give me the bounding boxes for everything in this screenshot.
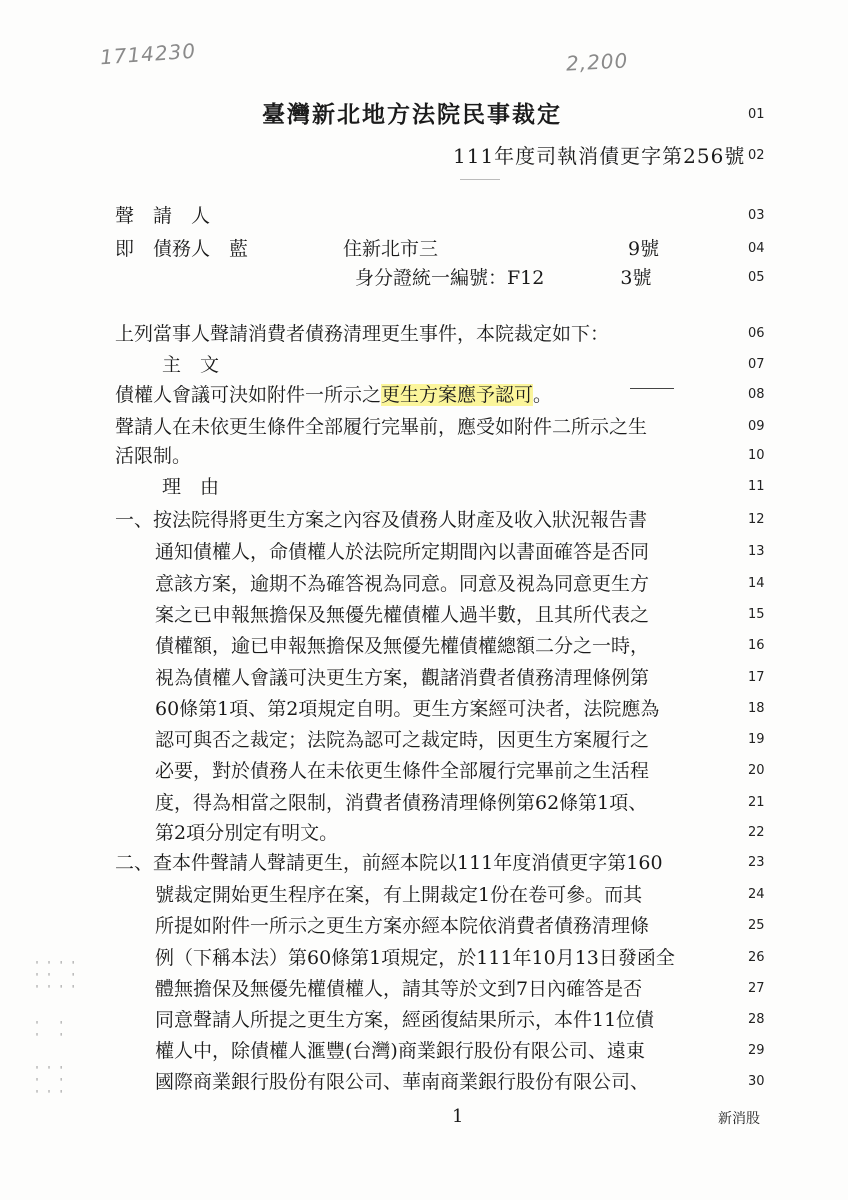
line-24 xyxy=(0,878,848,912)
department-label: 新消股 xyxy=(718,1111,760,1127)
punch-hole-marks-bottom: ' ' ' ' ' ' ' ' xyxy=(34,1065,65,1100)
line-text xyxy=(155,1034,645,1068)
line-20 xyxy=(0,754,848,788)
line-18 xyxy=(0,692,848,726)
line-text xyxy=(115,846,663,880)
line-number: 28 xyxy=(748,1012,765,1027)
line-14 xyxy=(0,567,848,601)
line-number: 22 xyxy=(748,825,765,840)
line-number: 04 xyxy=(748,241,765,256)
line-13 xyxy=(0,535,848,569)
line-text-main: 第2項分別定有明文。 xyxy=(155,822,339,844)
line-text-main: 債權人會議可決如附件一所示之 xyxy=(115,384,382,406)
line-number: 15 xyxy=(748,607,765,622)
line-text-main: 案之已申報無擔保及無優先權債權人過半數，且其所代表之 xyxy=(155,604,650,626)
line-text xyxy=(155,535,649,569)
line-text xyxy=(115,503,647,537)
line-text xyxy=(355,261,651,295)
line-number: 08 xyxy=(748,387,765,402)
line-01 xyxy=(0,98,848,132)
line-number: 06 xyxy=(748,326,765,341)
line-number: 27 xyxy=(748,981,765,996)
line-number: 17 xyxy=(748,670,765,685)
line-30 xyxy=(0,1065,848,1099)
line-text xyxy=(155,598,649,632)
line-28 xyxy=(0,1003,848,1037)
line-29 xyxy=(0,1034,848,1068)
line-text xyxy=(155,786,647,820)
handwritten-note-right: 2,200 xyxy=(565,48,629,76)
line-text-main: 二、查本件聲請人聲請更生，前經本院以111年度消債更字第160 xyxy=(115,852,663,874)
line-number: 20 xyxy=(748,763,765,778)
line-text xyxy=(162,348,219,382)
line-text xyxy=(155,972,642,1006)
divider-line xyxy=(460,179,500,180)
line-08 xyxy=(0,378,848,412)
line-number: 16 xyxy=(748,638,765,653)
line-number: 23 xyxy=(748,855,765,870)
line-05 xyxy=(0,261,848,295)
line-text xyxy=(155,629,649,663)
line-12 xyxy=(0,503,848,537)
line-text-main: 臺灣新北地方法院民事裁定 xyxy=(262,101,562,128)
page-number: 1 xyxy=(452,1106,464,1127)
line-text xyxy=(155,692,659,726)
line-text-main: 號裁定開始更生程序在案，有上開裁定1份在卷可參。而其 xyxy=(155,884,643,906)
line-03 xyxy=(0,199,848,233)
line-text xyxy=(155,661,649,695)
line-number: 24 xyxy=(748,887,765,902)
line-number: 10 xyxy=(748,448,765,463)
line-text-main: 權人中，除債權人滙豐(台灣)商業銀行股份有限公司、遠東 xyxy=(155,1040,645,1062)
line-text-main: 聲 請 人 xyxy=(115,205,211,227)
line-text xyxy=(453,139,745,173)
line-number: 09 xyxy=(748,419,765,434)
line-number: 25 xyxy=(748,918,765,933)
line-text-main: 聲請人在未依更生條件全部履行完畢前，應受如附件二所示之生 xyxy=(115,416,648,438)
handwritten-note-left: 1714230 xyxy=(99,38,197,70)
line-27 xyxy=(0,972,848,1006)
line-text-main: 所提如附件一所示之更生方案亦經本院依消費者債務清理條 xyxy=(155,915,650,937)
line-17 xyxy=(0,661,848,695)
line-text xyxy=(115,378,552,412)
line-text-main: 身分證統一編號：F12 3號 xyxy=(355,267,652,289)
line-text xyxy=(155,723,649,757)
line-number: 29 xyxy=(748,1043,765,1058)
line-text-main: 一、按法院得將更生方案之內容及債務人財產及收入狀況報告書 xyxy=(115,509,648,531)
line-text-main: 債權額，逾已申報無擔保及無優先權債權總額二分之一時， xyxy=(155,635,650,657)
line-text-main: 上列當事人聲請消費者債務清理更生事件，本院裁定如下： xyxy=(115,323,610,345)
line-number: 13 xyxy=(748,544,765,559)
line-text-main: 主 文 xyxy=(162,354,220,376)
line-22 xyxy=(0,816,848,850)
punch-hole-marks-top: ' ' ' ' ' ' ' ' ' ' ' xyxy=(34,960,77,995)
line-16 xyxy=(0,629,848,663)
line-text-main: 例（下稱本法）第60條第1項規定，於111年10月13日發函全 xyxy=(155,947,675,969)
line-number: 07 xyxy=(748,357,765,372)
line-text xyxy=(155,754,649,788)
line-text xyxy=(155,567,649,601)
line-text xyxy=(155,878,642,912)
line-number: 05 xyxy=(748,270,765,285)
line-text-main: 體無擔保及無優先權債權人，請其等於文到7日內確答是否 xyxy=(155,978,643,1000)
line-06 xyxy=(0,317,848,351)
line-text-main: 意該方案，逾期不為確答視為同意。同意及視為同意更生方 xyxy=(155,573,650,595)
line-text-tail: 。 xyxy=(533,384,553,406)
line-number: 02 xyxy=(748,148,765,163)
line-number: 14 xyxy=(748,576,765,591)
line-number: 12 xyxy=(748,512,765,527)
line-text-main: 度，得為相當之限制，消費者債務清理條例第62條第1項、 xyxy=(155,792,648,814)
line-number: 19 xyxy=(748,732,765,747)
line-text xyxy=(115,199,210,233)
line-text-main: 即 債務人 藍 住新北市三 9號 xyxy=(115,238,660,260)
line-number: 21 xyxy=(748,795,765,810)
line-number: 26 xyxy=(748,950,765,965)
line-text-main: 同意聲請人所提之更生方案，經函復結果所示，本件11位債 xyxy=(155,1009,655,1031)
line-15 xyxy=(0,598,848,632)
line-text xyxy=(155,816,338,850)
line-text-main: 活限制。 xyxy=(115,445,192,467)
line-text-main: 60條第1項、第2項規定自明。更生方案經可決者，法院應為 xyxy=(155,698,660,720)
line-text-main: 國際商業銀行股份有限公司、華南商業銀行股份有限公司、 xyxy=(155,1071,650,1093)
line-text xyxy=(162,470,219,504)
line-21 xyxy=(0,786,848,820)
line-number: 11 xyxy=(748,479,765,494)
line-text-main: 111年度司執消債更字第256號 xyxy=(453,144,746,168)
line-07 xyxy=(0,348,848,382)
line-number: 01 xyxy=(748,107,765,122)
line-25 xyxy=(0,909,848,943)
line-19 xyxy=(0,723,848,757)
line-text xyxy=(262,98,562,132)
line-text xyxy=(155,941,675,975)
line-text-main: 視為債權人會議可決更生方案，觀諸消費者債務清理條例第 xyxy=(155,667,650,689)
line-number: 30 xyxy=(748,1074,765,1089)
line-10 xyxy=(0,439,848,473)
line-11 xyxy=(0,470,848,504)
line-text xyxy=(155,1065,649,1099)
line-number: 03 xyxy=(748,208,765,223)
line-text-main: 通知債權人，命債權人於法院所定期間內以書面確答是否同 xyxy=(155,541,650,563)
punch-hole-marks-middle: ' ' ' ' xyxy=(34,1020,65,1043)
line-text xyxy=(155,909,649,943)
line-text xyxy=(115,317,609,351)
highlighted-text: 更生方案應予認可 xyxy=(381,384,534,406)
line-26 xyxy=(0,941,848,975)
line-text-main: 認可與否之裁定；法院為認可之裁定時，因更生方案履行之 xyxy=(155,729,650,751)
line-text xyxy=(155,1003,654,1037)
line-text-main: 必要，對於債務人在未依更生條件全部履行完畢前之生活程 xyxy=(155,760,650,782)
line-02 xyxy=(0,139,848,173)
line-23 xyxy=(0,846,848,880)
line-text-main: 理 由 xyxy=(162,476,220,498)
line-number: 18 xyxy=(748,701,765,716)
line-text xyxy=(115,439,191,473)
